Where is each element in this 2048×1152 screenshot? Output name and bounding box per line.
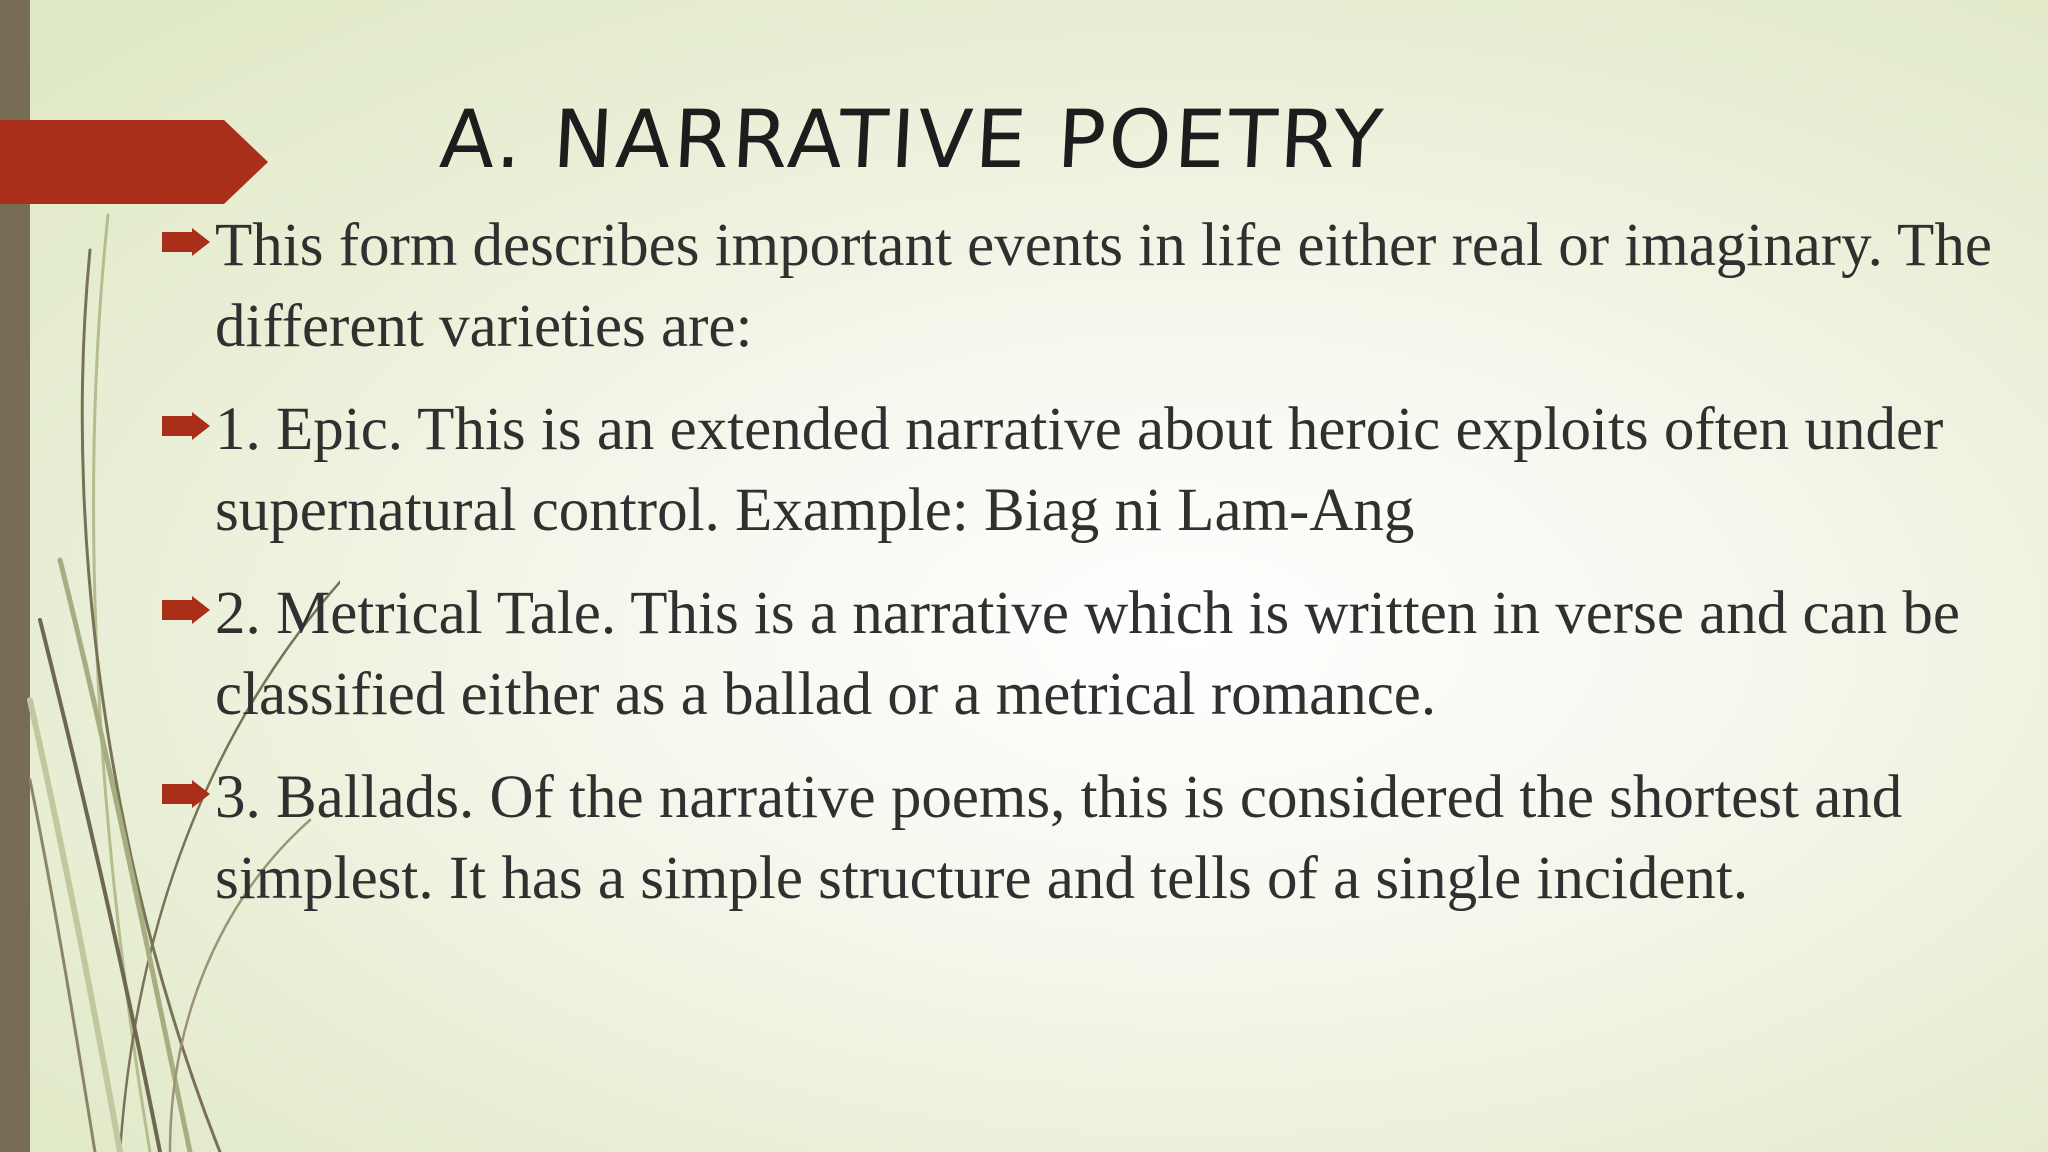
arrow-bullet-icon <box>160 228 212 256</box>
bullet-item-ballads <box>160 757 2010 919</box>
bullet-text: This form describes important events in life either real or imaginary. The different varieties are: <box>215 212 1992 360</box>
bullet-text: 2. Metrical Tale. This is a narrative which is written in verse and can be classified either as a ballad or a metrical romance. <box>215 580 1960 728</box>
arrow-bullet-icon <box>160 596 212 624</box>
arrow-bullet-icon <box>160 780 212 808</box>
bullet-text: 3. Ballads. Of the narrative poems, this is considered the shortest and simplest. It has a simple structure and tells of a single incident. <box>215 764 1903 912</box>
bullet-item-metrical-tale <box>160 573 2010 735</box>
title-accent-banner <box>0 120 270 204</box>
bullet-list <box>160 205 2010 941</box>
bullet-item-intro <box>160 205 2010 367</box>
bullet-text: 1. Epic. This is an extended narrative about heroic exploits often under supernatural control. Example: Biag ni Lam-Ang <box>215 396 1944 544</box>
bullet-item-epic <box>160 389 2010 551</box>
arrow-bullet-icon <box>160 412 212 440</box>
slide-title: A. NARRATIVE POETRY <box>437 93 1388 186</box>
